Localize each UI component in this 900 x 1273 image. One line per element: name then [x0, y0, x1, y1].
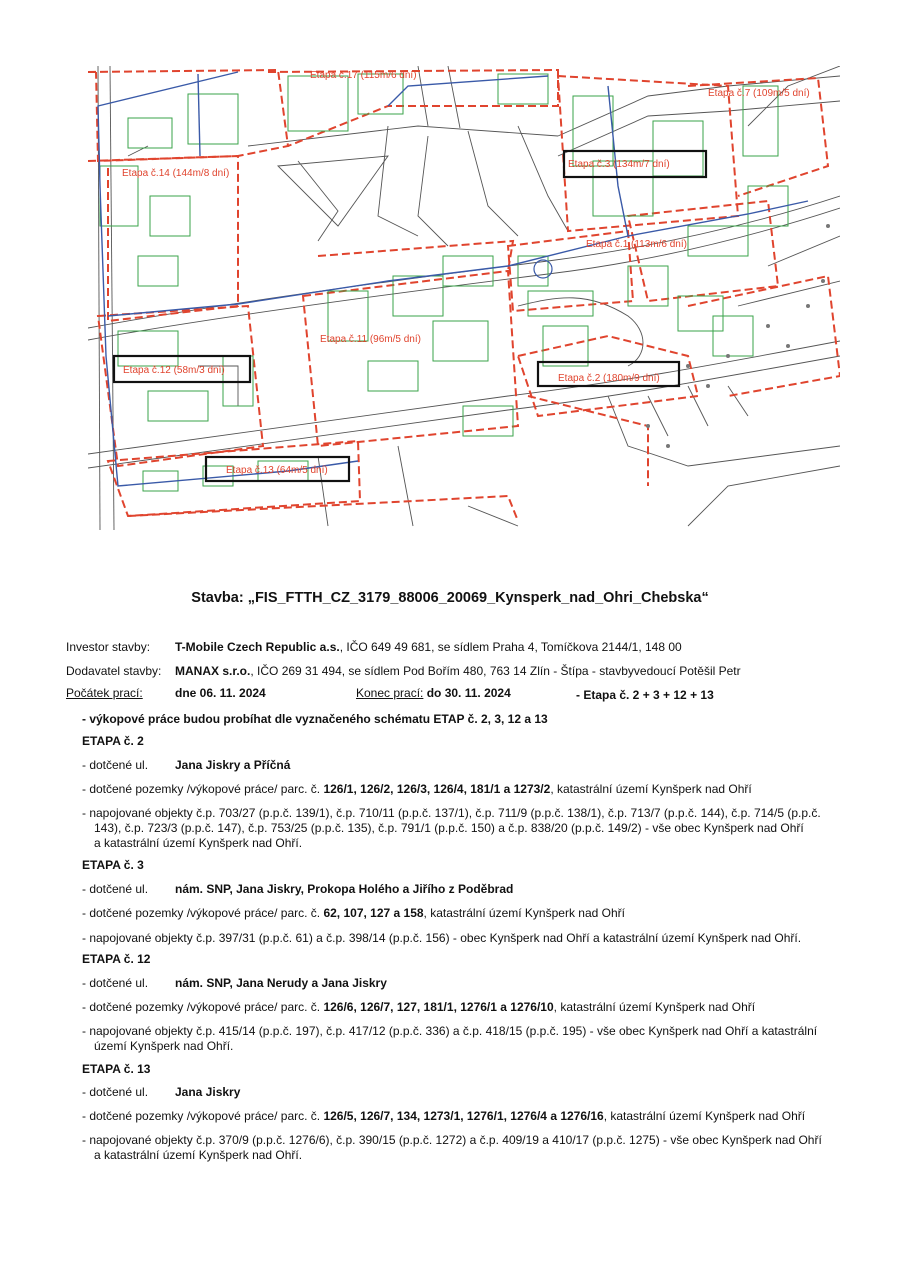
pozemky-parcels: 126/6, 126/7, 127, 181/1, 1276/1 a 1276/10 — [323, 1000, 554, 1014]
objekty-line2: 143), č.p. 723/3 (p.p.č. 147), č.p. 753/25 (p.p.č. 135), č.p. 791/1 (p.p.č. 150) a č.p. 838/20 (p.p.č. 149/2) - vše obec Kynšperk nad Ohří — [94, 821, 804, 835]
intro-line: - výkopové práce budou probíhat dle vyznačeného schématu ETAP č. 2, 3, 12 a 13 — [82, 712, 548, 726]
investor-details: , IČO 649 49 681, se sídlem Praha 4, Tomíčkova 2144/1, 148 00 — [339, 640, 682, 654]
pozemky-prefix: - dotčené pozemky /výkopové práce/ parc. č. — [82, 906, 324, 920]
street-value: Jana Jiskry a Příčná — [175, 758, 291, 772]
pozemky-parcels: 126/5, 126/7, 134, 1273/1, 1276/1, 1276/4 a 1276/16 — [323, 1109, 604, 1123]
street-value: nám. SNP, Jana Jiskry, Prokopa Holého a Jiřího z Poděbrad — [175, 882, 514, 896]
konec-row — [356, 686, 511, 700]
pozemky-line — [82, 1000, 755, 1014]
objekty-line2: a katastrální území Kynšperk nad Ohří. — [94, 1148, 303, 1162]
pozemky-line — [82, 1109, 805, 1123]
objekty-line1: - napojované objekty č.p. 703/27 (p.p.č. 139/1), č.p. 710/11 (p.p.č. 137/1), č.p. 711/9 (p.p.č. 138/1), č.p. 713/7 (p.p.č. 144), č.p. 714/5 (p.p.č. — [82, 806, 821, 820]
site-plan-svg — [88, 66, 840, 530]
street-label: - dotčené ul. — [82, 976, 149, 990]
etapa-heading: ETAPA č. 13 — [82, 1062, 151, 1076]
objekty-line2: území Kynšperk nad Ohří. — [94, 1039, 234, 1053]
investor-label: Investor stavby: — [66, 640, 151, 654]
dodavatel-row — [66, 664, 161, 678]
etapa-heading: ETAPA č. 12 — [82, 952, 151, 966]
pozemky-prefix: - dotčené pozemky /výkopové práce/ parc. č. — [82, 1000, 324, 1014]
objekty-line1: - napojované objekty č.p. 415/14 (p.p.č. 197), č.p. 417/12 (p.p.č. 336) a č.p. 418/15 (p.p.č. 195) - vše obec Kynšperk nad Ohří a katastrální — [82, 1024, 818, 1038]
building-footprints — [100, 74, 788, 491]
etapa-heading: ETAPA č. 2 — [82, 734, 144, 748]
label-etapa2: Etapa č.2 (180m/9 dní) — [558, 373, 660, 384]
pocatek-label: Počátek prací: — [66, 686, 143, 700]
objekty-line3: a katastrální území Kynšperk nad Ohří. — [94, 836, 303, 850]
konec-label: Konec prací: — [356, 686, 424, 700]
dodavatel-label: Dodavatel stavby: — [66, 664, 162, 678]
pozemky-suffix: , katastrální území Kynšperk nad Ohří — [603, 1109, 806, 1123]
objekty-line1: - napojované objekty č.p. 370/9 (p.p.č. 1276/6), č.p. 390/15 (p.p.č. 1272) a č.p. 409/19 a 410/17 (p.p.č. 1275) - vše obec Kynšperk nad Ohří — [82, 1133, 822, 1147]
pozemky-parcels: 126/1, 126/2, 126/3, 126/4, 181/1 a 1273/2 — [323, 782, 551, 796]
label-etapa17: Etapa č.17 (115m/6 dní) — [310, 70, 417, 81]
junction-symbol — [534, 260, 552, 278]
etapa-boundaries — [88, 70, 840, 521]
pozemky-suffix: , katastrální území Kynšperk nad Ohří — [553, 1000, 756, 1014]
site-plan-map — [88, 66, 840, 530]
label-etapa12: Etapa č.12 (58m/3 dní) — [123, 365, 225, 376]
label-etapa7: Etapa č.7 (109m/5 dní) — [708, 88, 810, 99]
dodavatel-name: MANAX s.r.o. — [175, 664, 251, 678]
dodavatel-value — [175, 664, 741, 678]
label-etapa11: Etapa č.11 (96m/5 dní) — [320, 334, 421, 345]
objekty-line1: - napojované objekty č.p. 397/31 (p.p.č. 61) a č.p. 398/14 (p.p.č. 156) - obec Kynšperk nad Ohří a katastrální území Kynšperk nad Ohří. — [82, 931, 802, 945]
document-title: Stavba: „FIS_FTTH_CZ_3179_88006_20069_Kynsperk_nad_Ohri_Chebska“ — [191, 590, 709, 606]
label-etapa14: Etapa č.14 (144m/8 dní) — [122, 168, 230, 179]
pozemky-suffix: , katastrální území Kynšperk nad Ohří — [550, 782, 752, 796]
label-etapa1: Etapa č.1 (113m/6 dní) — [586, 239, 687, 250]
investor-name: T-Mobile Czech Republic a.s. — [175, 640, 340, 654]
investor-row — [66, 640, 150, 654]
street-value: nám. SNP, Jana Nerudy a Jana Jiskry — [175, 976, 387, 990]
pozemky-suffix: , katastrální území Kynšperk nad Ohří — [423, 906, 625, 920]
point-markers — [646, 224, 830, 448]
label-etapa13: Etapa č.13 (64m/5 dní) — [226, 465, 328, 476]
street-label: - dotčené ul. — [82, 882, 149, 896]
pozemky-prefix: - dotčené pozemky /výkopové práce/ parc. č. — [82, 1109, 324, 1123]
pozemky-prefix: - dotčené pozemky /výkopové práce/ parc. č. — [82, 782, 324, 796]
pozemky-line — [82, 782, 752, 796]
pozemky-parcels: 62, 107, 127 a 158 — [323, 906, 424, 920]
investor-value — [175, 640, 682, 654]
street-label: - dotčené ul. — [82, 1085, 149, 1099]
label-etapa3: Etapa č.3 (134m/7 dní) — [568, 159, 670, 170]
pozemky-line — [82, 906, 625, 920]
etapa-summary: - Etapa č. 2 + 3 + 12 + 13 — [576, 688, 714, 702]
etapa-heading: ETAPA č. 3 — [82, 858, 144, 872]
dodavatel-details: , IČO 269 31 494, se sídlem Pod Bořím 480, 763 14 Zlín - Štípa - stavbyvedoucí Potěšil Petr — [250, 664, 741, 678]
konec-value: do 30. 11. 2024 — [426, 686, 511, 700]
cable-route — [98, 72, 808, 486]
street-label: - dotčené ul. — [82, 758, 149, 772]
street-value: Jana Jiskry — [175, 1085, 241, 1099]
pocatek-value: dne 06. 11. 2024 — [175, 686, 266, 700]
